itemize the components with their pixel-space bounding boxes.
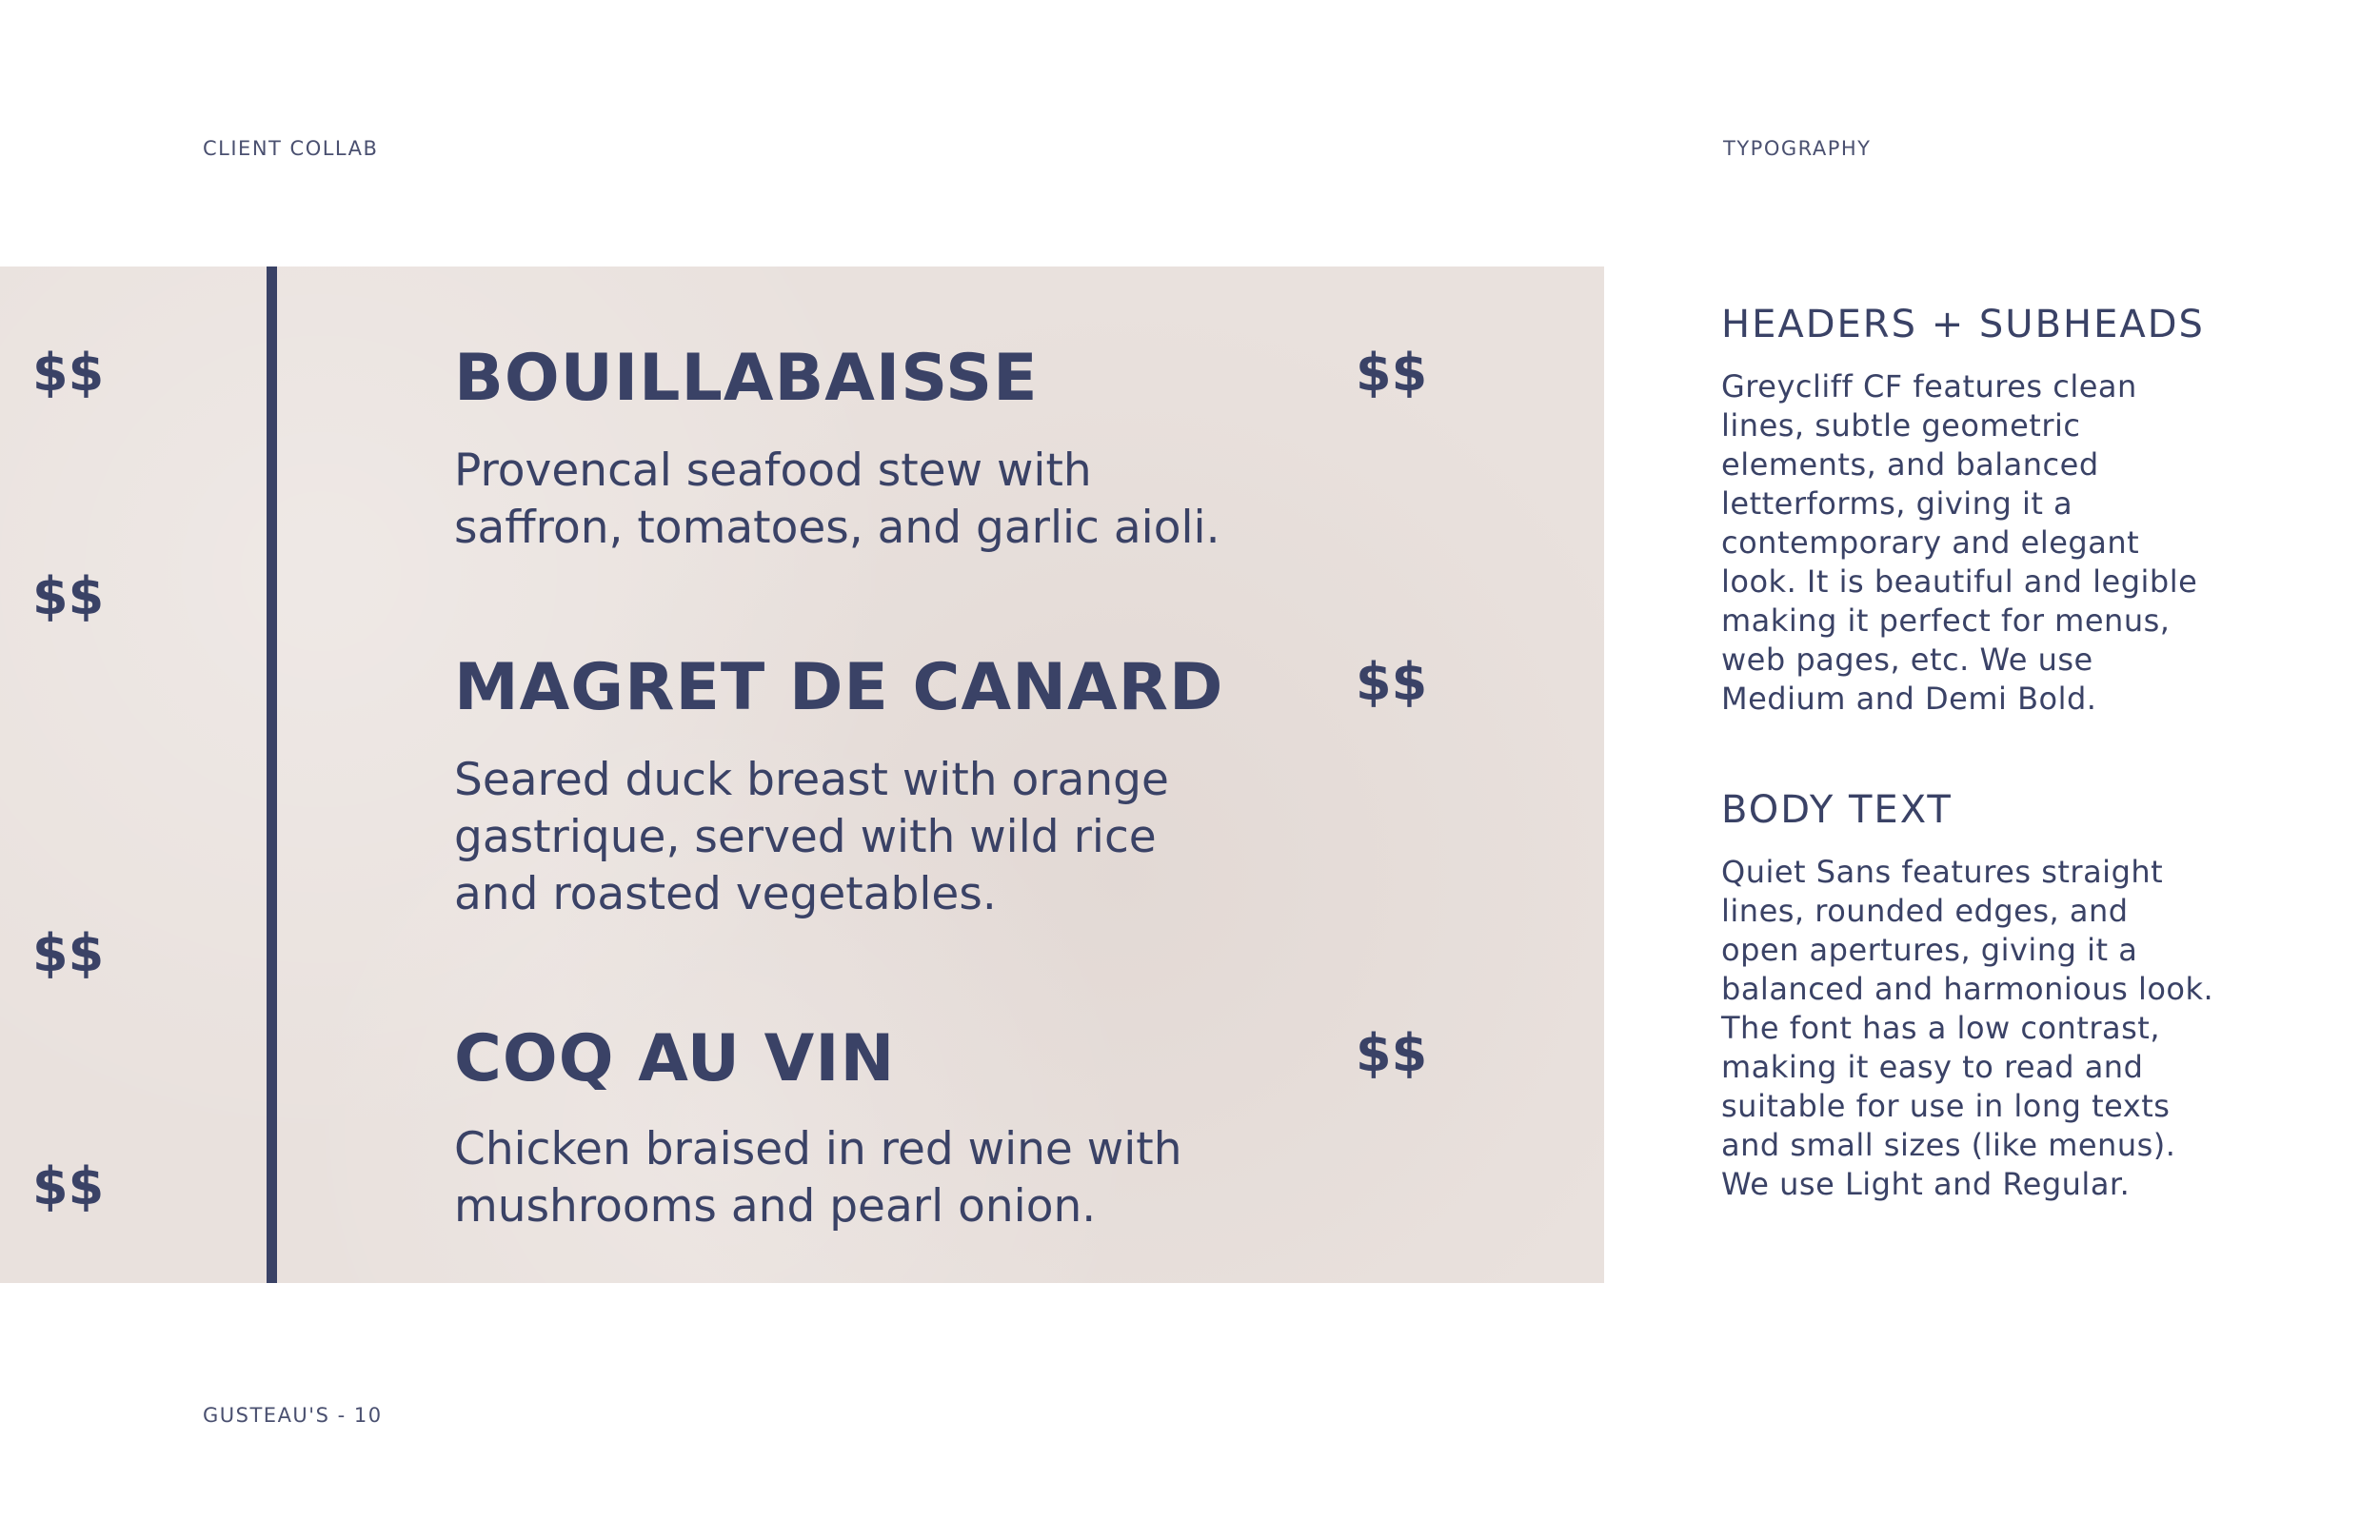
left-price-4: $$ [32,1156,105,1216]
dish-name-bouillabaisse: BOUILLABAISSE [454,341,1039,416]
menu-sample-panel [0,267,1604,1283]
section-description: Greycliff CF features clean lines, subtle geometric elements, and balanced letterforms, giving it a contemporary and elegant look. It is beautiful and legible making it perfect for menus, web pages, etc. We use Medium and Demi Bold. [1721,368,2198,717]
dish-price-magret-de-canard: $$ [1356,652,1428,712]
topic-label: TYPOGRAPHY [1723,137,1872,160]
typography-section-body [1721,788,2216,1204]
typography-section-headers [1721,303,2216,719]
section-heading: HEADERS + SUBHEADS [1721,303,2205,346]
vertical-divider [267,267,277,1283]
dish-name-magret-de-canard: MAGRET DE CANARD [454,650,1224,725]
section-label: CLIENT COLLAB [203,137,379,160]
section-description: Quiet Sans features straight lines, rounded edges, and open apertures, giving it a balanced and harmonious look. The font has a low contrast, making it easy to read and suitable for use in long texts and small sizes (like menus). We use Light and Regular. [1721,854,2214,1202]
left-price-3: $$ [32,923,105,983]
dish-description-magret-de-canard: Seared duck breast with orange gastrique, served with wild rice and roasted vegetables. [454,754,1169,920]
section-heading: BODY TEXT [1721,788,1953,832]
dish-price-bouillabaisse: $$ [1356,343,1428,403]
page-footer: GUSTEAU'S - 10 [203,1404,383,1427]
left-price-2: $$ [32,566,105,626]
dish-description-bouillabaisse: Provencal seafood stew with saffron, tomatoes, and garlic aioli. [454,444,1220,554]
dish-name-coq-au-vin: COQ AU VIN [454,1021,896,1096]
dish-price-coq-au-vin: $$ [1356,1023,1428,1083]
dish-description-coq-au-vin: Chicken braised in red wine with mushrooms and pearl onion. [454,1123,1182,1233]
left-price-1: $$ [32,343,105,403]
